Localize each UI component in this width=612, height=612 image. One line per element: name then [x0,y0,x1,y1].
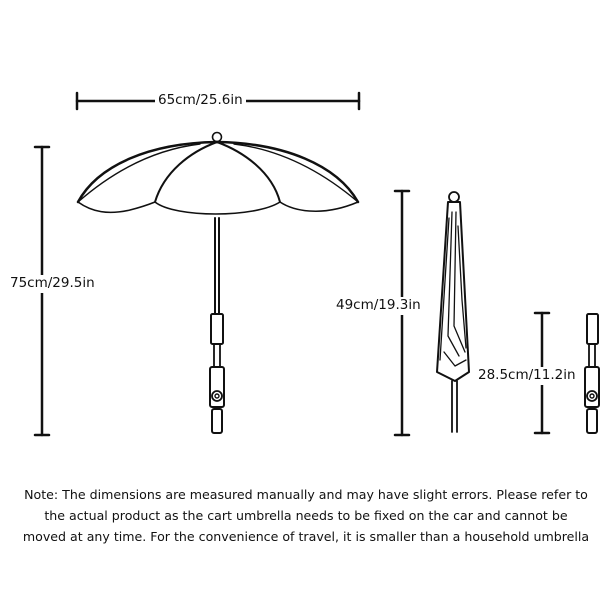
note-line: the actual product as the cart umbrella needs to be fixed on the car and cannot be [44,508,568,523]
open-umbrella [78,133,358,434]
open-height-label: 75cm/29.5in [10,275,95,291]
note-line: Note: The dimensions are measured manually and may have slight errors. Please refer to [24,487,588,502]
dimension-note [0,484,612,547]
folded-length-label: 49cm/19.3in [336,297,421,313]
clamp-length-label: 28.5cm/11.2in [478,367,576,383]
open-width-label: 65cm/25.6in [155,94,246,108]
clamp-part [585,314,599,433]
folded-umbrella [437,192,469,432]
note-line: moved at any time. For the convenience of travel, it is smaller than a household umbrella [22,529,590,544]
